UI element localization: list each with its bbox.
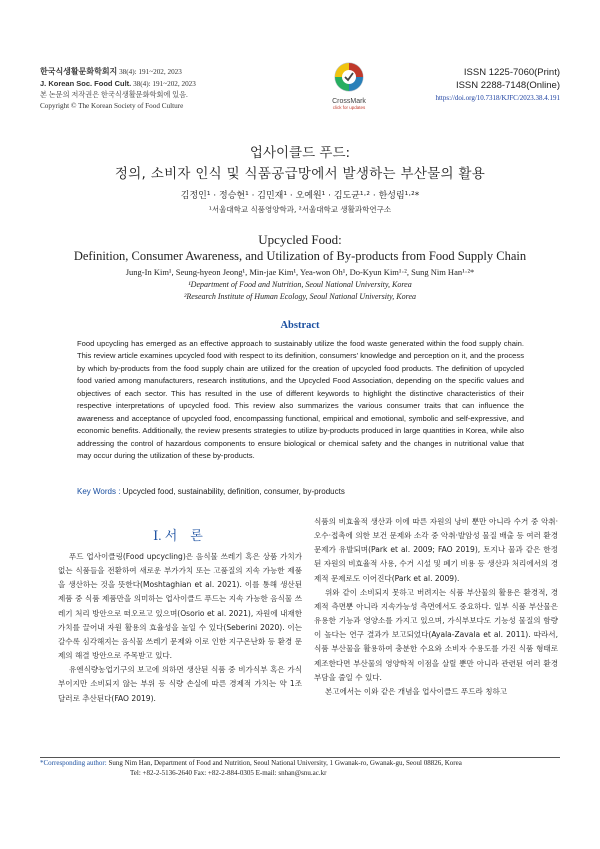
footnote [40,758,560,778]
journal-name-en: J. Korean Soc. Food Cult. [40,79,132,88]
copyright-en: Copyright © The Korean Society of Food Culture [40,102,184,110]
issn-print: ISSN 1225-7060(Print) [463,67,560,78]
paragraph: 위와 같이 소비되지 못하고 버려지는 식품 부산물의 활용은 환경적, 경제적 측면뿐 아니라 지속가능성 측면에서도 중요하다. 일부 식품 부산물은 유용한 기능과 영양소를 가지고 있으며, 가식부보다도 기능성 물질의 함량이 높다는 연구 결과가 보고되었다(Ayala-Zavala et al. 2011). 따라서, 식품 부산물을 활용하여 충분한 수요와 소비자 수용도를 가진 식품 형태로 제조한다면 부산물의 영양학적 이점을 살릴 뿐만 아니라 관련된 여러 환경 부담을 줄일 수 있다. [314,587,558,682]
left-column [58,550,302,706]
paragraph: 유엔식량농업기구의 보고에 의하면 생산된 식품 중 비가식부 혹은 가식부이지만 소비되지 않는 부위 등 식량 손실에 따른 경제적 가치는 약 1조 달러로 추산된다(FAO 2019). [58,665,302,703]
affiliation-en-1: ¹Department of Food and Nutrition, Seoul National University, Korea [188,280,412,289]
journal-issue-kr: 38(4): 191~202, 2023 [117,68,182,76]
doi-link[interactable]: https://doi.org/10.7318/KJFC/2023.38.4.191 [435,94,560,102]
copyright-kr: 본 논문의 저작권은 한국식생활문화학회에 있음. [40,91,188,99]
crossmark-icon [334,62,364,92]
journal-issue-en: 38(4): 191~202, 2023 [131,80,196,88]
title-kr-line1: 업사이클드 푸드: [249,145,351,161]
footnote-label: *Corresponding author: [40,759,107,767]
title-kr-line2: 정의, 소비자 인식 및 식품공급망에서 발생하는 부산물의 활용 [114,166,486,182]
section-heading: Ⅰ. 서 론 [153,528,203,543]
keywords-label: Key Words : [77,487,121,496]
crossmark-badge[interactable] [322,62,376,110]
journal-header [40,66,290,112]
affiliation-en-2: ²Research Institute of Human Ecology, Seoul National University, Korea [184,292,416,301]
keywords-text: Upcycled food, sustainability, definition, consumer, by-products [120,487,345,496]
keywords [77,487,524,496]
journal-name-kr: 한국식생활문화학회지 [40,67,118,76]
title-en-line2: Definition, Consumer Awareness, and Utilization of By-products from Food Supply Chain [73,249,527,263]
crossmark-label: CrossMark [332,98,366,105]
crossmark-sub: click for updates [332,105,366,110]
authors-en: Jung-In Kim¹, Seung-hyeon Jeong¹, Min-jae Kim¹, Yea-won Oh¹, Do-Kyun Kim¹·², Sung Nim Han¹·²* [125,267,475,277]
abstract-heading: Abstract [280,320,320,331]
footnote-line1: Sung Nim Han, Department of Food and Nutrition, Seoul National University, 1 Gwanak-ro, Gwanak-gu, Seoul 08826, Korea [106,759,462,767]
paragraph: 식품의 비효율적 생산과 이에 따른 자원의 낭비 뿐만 아니라 수거 중 악취·오수·접촉에 의한 보건 문제와 소각 중 악취·발암성 물질 배출 등 여러 환경 문제가 유발되며(Park et al. 2009; FAO 2019), 토지나 물과 같은 한정된 자원의 비효율적 사용, 수거 시설 및 폐기 비용 등 생산과 처리에서의 경제적 문제로도 이어진다(Park et al. 2009). [314,517,558,583]
affiliation-kr: ¹서울대학교 식품영양학과, ²서울대학교 생활과학연구소 [208,205,392,214]
right-column [314,515,558,699]
paragraph: 본고에서는 이와 같은 개념을 업사이클드 푸드라 칭하고 [325,686,508,696]
issn-online: ISSN 2288-7148(Online) [455,80,560,91]
title-en-line1: Upcycled Food: [258,232,342,247]
abstract-text: Food upcycling has emerged as an effective approach to sustainably utilize the food waste generated within the food supply chain. This review article examines upcycled food with respect to its definition, consumers' knowledge and perception on it, and the process by which by-products from the food supply chain are utilized for the creation of upcycled food products. The definition of upcycled food varied among manufacturers, research institutions, and the Upcycled Food Association, depending on the specific values and objectives of each sector. This has resulted in the use of different keywords to highlight the distinctive characteristics of their respective interpretations of upcycled food. This review also summarizes the various consumer traits that can influence the awareness and acceptance of upcycled food, encompassing functional, empirical and emotional, symbolic and self-expressive, and economic benefits. Additionally, the review presents strategies to utilize by-products produced in large quantities in Korea, while also addressing the control of hazardous components to ensure biological or chemical safety and the changes in nutritional value that may occur during the utilization of these by-products. [77,339,524,461]
paragraph: 푸드 업사이클링(Food upcycling)은 음식물 쓰레기 혹은 상품 가치가 없는 식품들을 전환하여 새로운 부가가치 또는 고품질의 지속 가능한 제품을 생산하는 것을 뜻한다(Moshtaghian et al. 2021). 이를 통해 생산된 제품 중 식품 제품만을 의미하는 업사이클드 푸드는 지속 가능한 음식물 쓰레기 처리 방안으로 떠오르고 있으며(Osorio et al. 2021), 자원에 내재한 가치를 끌어내 자원 활용의 효율성을 높일 수 있다(Seberini 2020). 이는 갈수록 심각해지는 음식물 쓰레기 문제와 이로 인한 지구온난화 등 환경 문제의 해결 방안으로 주목받고 있다. [58,552,302,661]
authors-kr: 김정인¹ · 정승현¹ · 김민재¹ · 오예원¹ · 김도균¹·² · 한성림¹·²* [180,191,420,201]
issn-block [435,66,560,105]
footnote-line2: Tel: +82-2-5136-2640 Fax: +82-2-884-0305 E-mail: snhan@snu.ac.kr [130,769,327,777]
